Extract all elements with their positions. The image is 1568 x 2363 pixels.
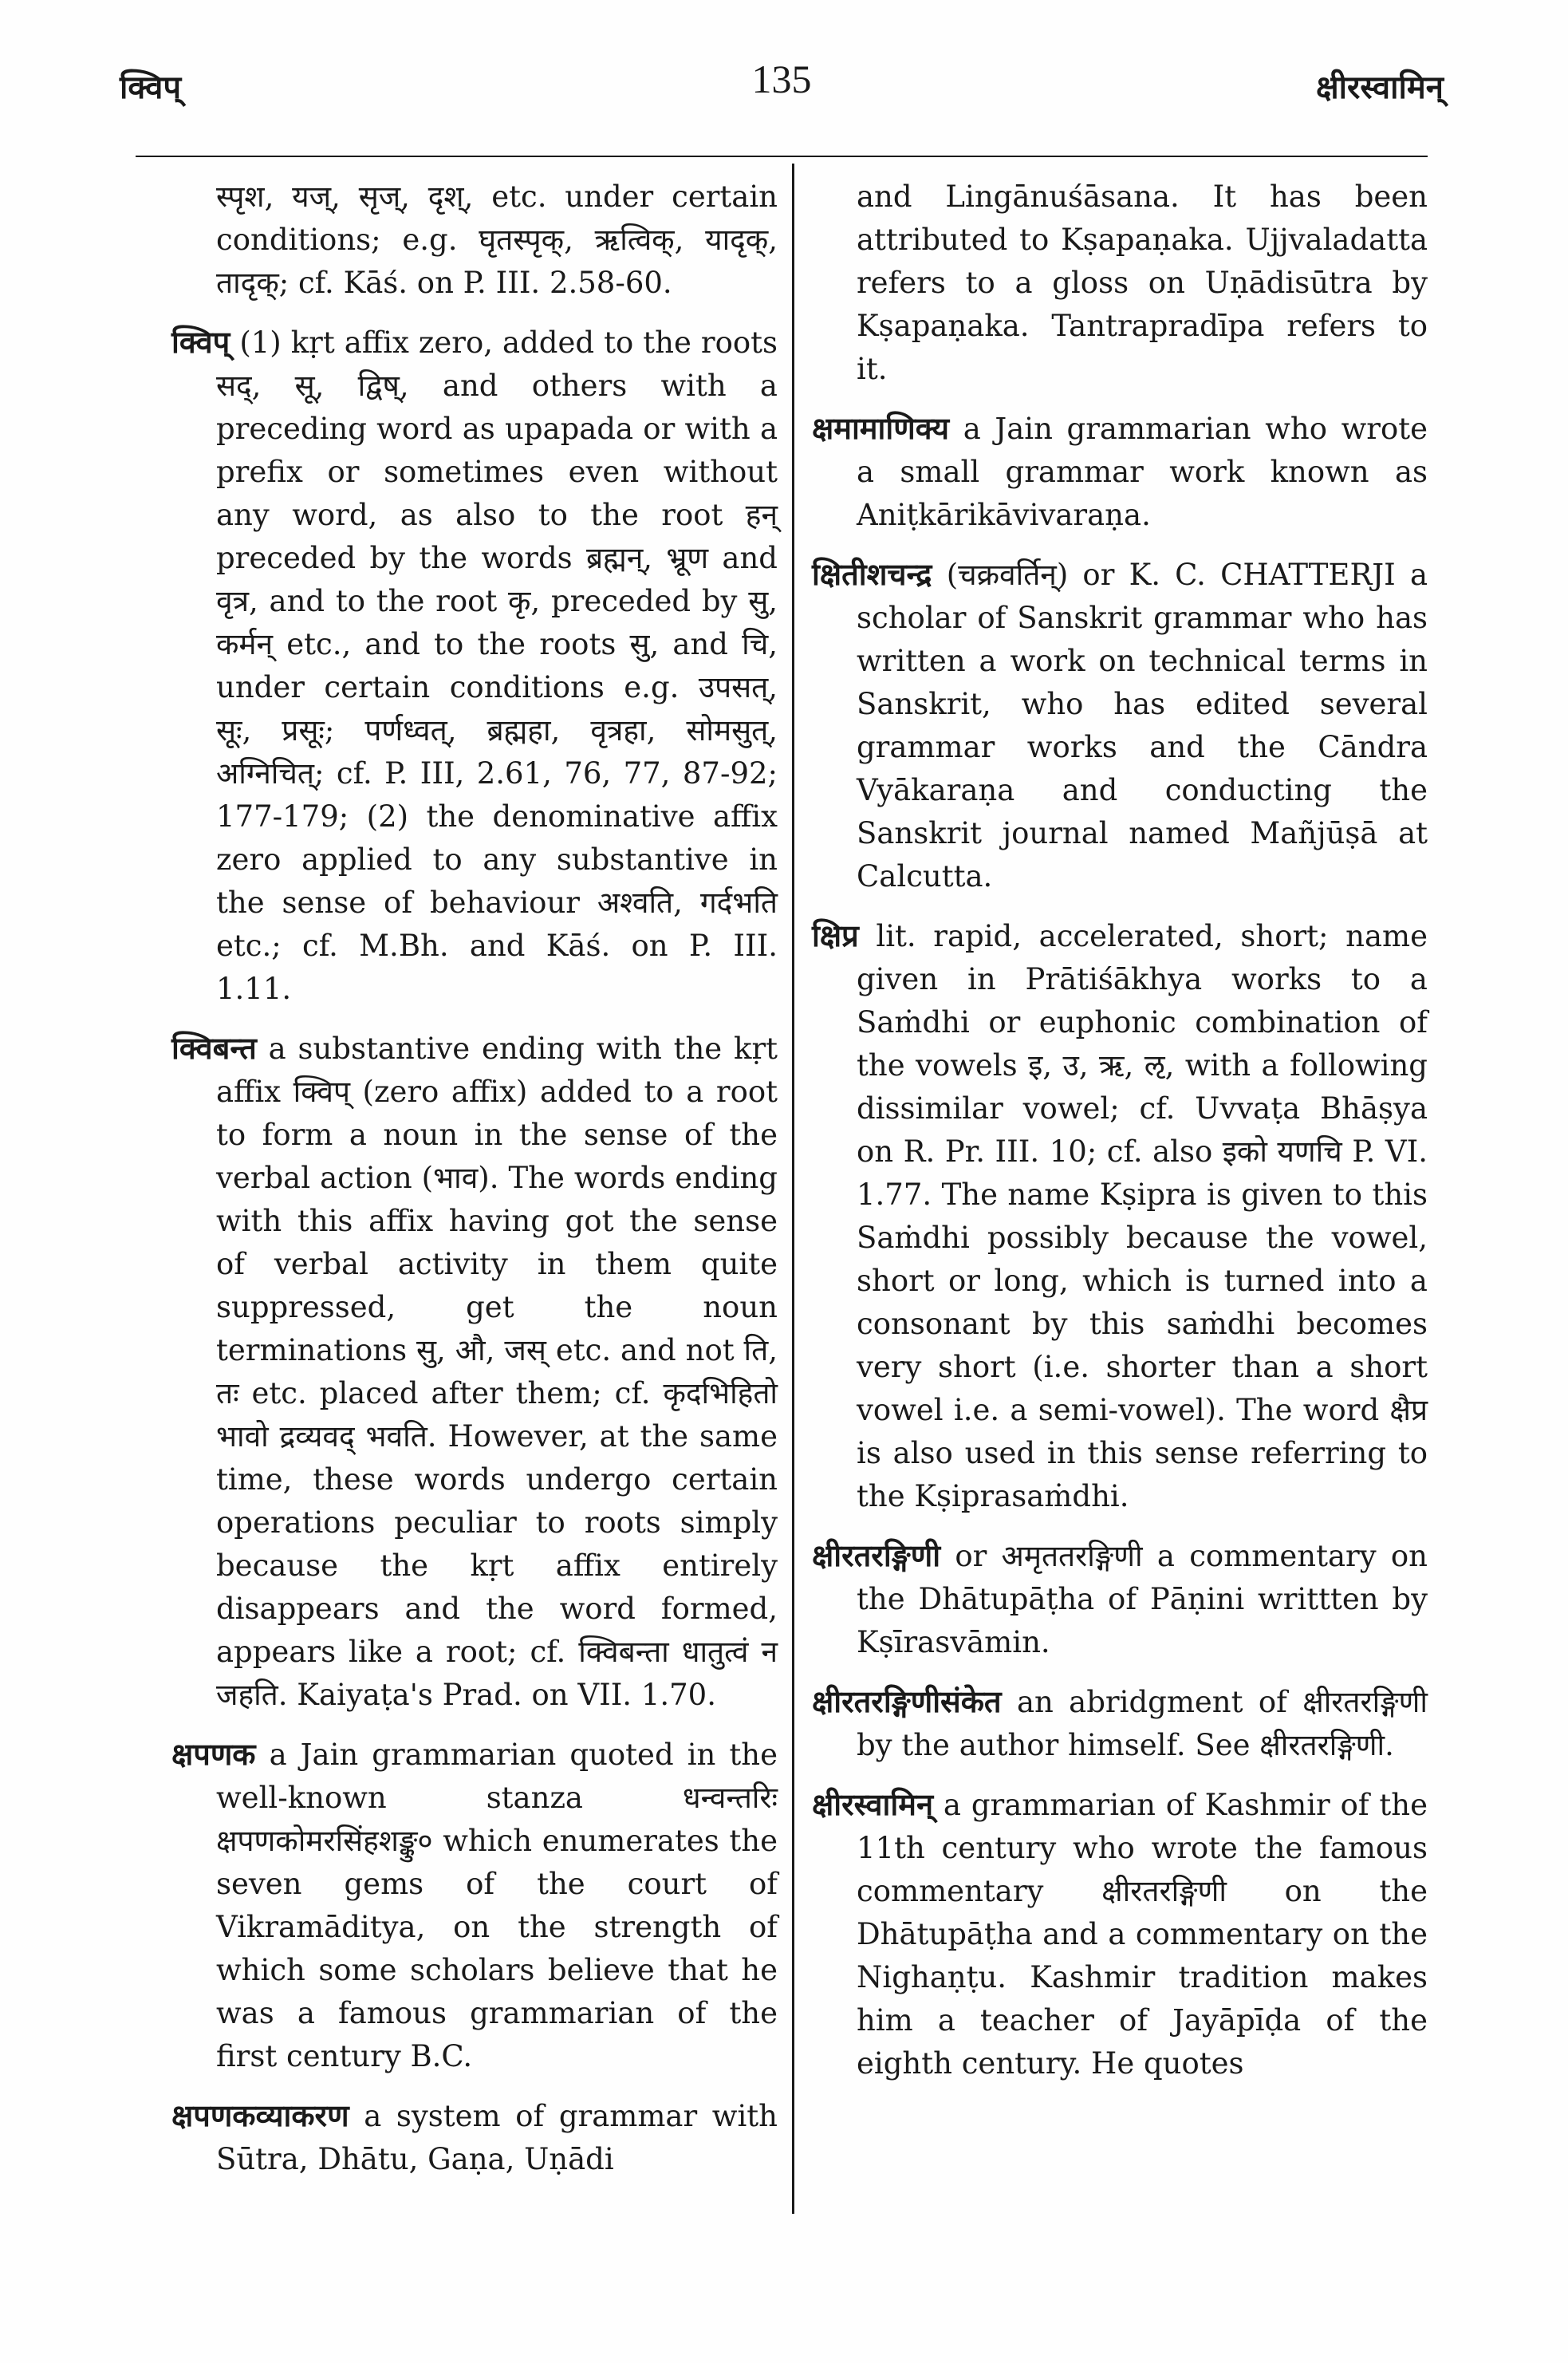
entry-text: an abridgment of क्षीरतरङ्गिणी by the author himself. See क्षीरतरङ्गिणी. (857, 1685, 1428, 1762)
dictionary-entry (812, 1534, 1428, 1664)
entry-headword: क्षीरतरङ्गिणीसंकेत (812, 1683, 1002, 1719)
entry-headword: क्षपणक (171, 1736, 256, 1772)
entry-headword: क्विबन्त (171, 1030, 257, 1066)
entry-text: lit. rapid, accelerated, short; name given in Prātiśākhya works to a Saṁdhi or euphonic combination of the vowels इ, उ, ऋ, ऌ, with a following dissimilar vowel; cf. Uvvaṭa Bhāṣya on R. Pr. III. 10; cf. also इको यणचि P. VI. 1.77. The name Kṣipra is given to this Saṁdhi possibly because the vowel, short or long, which is turned into a consonant by this saṁdhi becomes very short (i.e. shorter than a short vowel i.e. a semi-vowel). The word क्षैप्र is also used in this sense referring to the Kṣiprasaṁdhi. (857, 919, 1428, 1513)
entry-headword: क्षीरतरङ्गिणी (812, 1537, 941, 1573)
dictionary-entry (171, 176, 778, 305)
running-head-right: क्षीरस्वामिन् (1315, 69, 1444, 106)
entry-text: a substantive ending with the kṛt affix क्विप् (zero affix) added to a root to form a noun in the sense of the verbal action (भाव). The words ending with this affix having got the sense of verbal activity in them quite suppressed, get the noun terminations सु, औ, जस् etc. and not ति, तः etc. placed after them; cf. कृदभिहितो भावो द्रव्यवद् भवति. However, at the same time, these words undergo certain operations peculiar to roots simply because the kṛt affix entirely disappears and the word formed, appears like a root; cf. क्विबन्ता धातुत्वं न जहति. Kaiyaṭa's Prad. on VII. 1.70. (216, 1032, 778, 1712)
header-rule (136, 156, 1428, 157)
entry-headword: क्षमामाणिक्य (812, 410, 950, 446)
entry-headword: क्विप् (171, 324, 230, 360)
page-number: 135 (751, 57, 812, 101)
dictionary-entry (812, 914, 1428, 1518)
dictionary-entry (812, 1680, 1428, 1767)
dictionary-entry (812, 1783, 1428, 2085)
entry-headword: क्षीरस्वामिन् (812, 1786, 934, 1822)
left-column (171, 176, 778, 2197)
entry-text: a system of grammar with Sūtra, Dhātu, Gaṇa, Uṇādi (216, 2099, 778, 2176)
dictionary-entry (171, 321, 778, 1011)
running-head-left: क्विप् (120, 69, 182, 106)
dictionary-entry (171, 1733, 778, 2078)
entry-text: and Lingānuśāsana. It has been attributed to Kṣapaṇaka. Ujjvaladatta refers to a gloss on Uṇādisūtra by Kṣapaṇaka. Tantrapradīpa refers to it. (857, 179, 1428, 386)
dictionary-entry (171, 1027, 778, 1717)
entry-headword: क्षितीशचन्द्र (812, 556, 932, 592)
entry-text: or अमृततरङ्गिणी a commentary on the Dhātupāṭha of Pāṇini writtten by Kṣīrasvāmin. (857, 1539, 1428, 1659)
dictionary-entry (812, 407, 1428, 537)
entry-text: स्पृश, यज्, सृज्, दृश्, etc. under certain conditions; e.g. घृतस्पृक्, ऋत्विक्, यादृक्, तादृक्; cf. Kāś. on P. III. 2.58-60. (216, 179, 778, 300)
entry-text: a Jain grammarian quoted in the well-known stanza धन्वन्तरिः क्षपणकोमरसिंहशङ्कु० which enumerates the seven gems of the court of Vikramāditya, on the strength of which some scholars believe that he was a famous grammarian of the first century B.C. (216, 1738, 778, 2073)
entry-text: a Jain grammarian who wrote a small grammar work known as Aniṭkārikāvivaraṇa. (857, 412, 1428, 532)
dictionary-entry (171, 2094, 778, 2181)
dictionary-entry (812, 176, 1428, 391)
page-header (120, 56, 1444, 128)
dictionary-entry (812, 553, 1428, 898)
column-divider (792, 164, 794, 2214)
right-column (812, 176, 1428, 2101)
entry-text: a grammarian of Kashmir of the 11th century who wrote the famous commentary क्षीरतरङ्गिणी on the Dhātupāṭha and a commentary on the Nighaṇṭu. Kashmir tradition makes him a teacher of Jayāpīḍa of the eighth century. He quotes (857, 1788, 1428, 2081)
entry-text: (चक्रवर्तिन्) or K. C. CHATTERJI a scholar of Sanskrit grammar who has written a work on technical terms in Sanskrit, who has edited several grammar works and the Cāndra Vyākaraṇa and conducting the Sanskrit journal named Mañjūṣā at Calcutta. (857, 558, 1428, 894)
entry-headword: क्षपणकव्याकरण (171, 2097, 349, 2133)
entry-headword: क्षिप्र (812, 917, 859, 953)
entry-text: (1) kṛt affix zero, added to the roots सद्, सू, द्विष्, and others with a preceding word as upapada or with a prefix or sometimes even without any word, as also to the root हन् preceded by the words ब्रह्मन्, भ्रूण and वृत्र, and to the root कृ, preceded by सु, कर्मन् etc., and to the roots सु, and चि, under certain conditions e.g. उपसत्, सूः, प्रसूः; पर्णध्वत्, ब्रह्महा, वृत्रहा, सोमसुत्, अग्निचित्; cf. P. III, 2.61, 76, 77, 87-92; 177-179; (2) the denominative affix zero applied to any substantive in the sense of behaviour अश्वति, गर्दभति etc.; cf. M.Bh. and Kāś. on P. III. 1.11. (216, 325, 778, 1006)
